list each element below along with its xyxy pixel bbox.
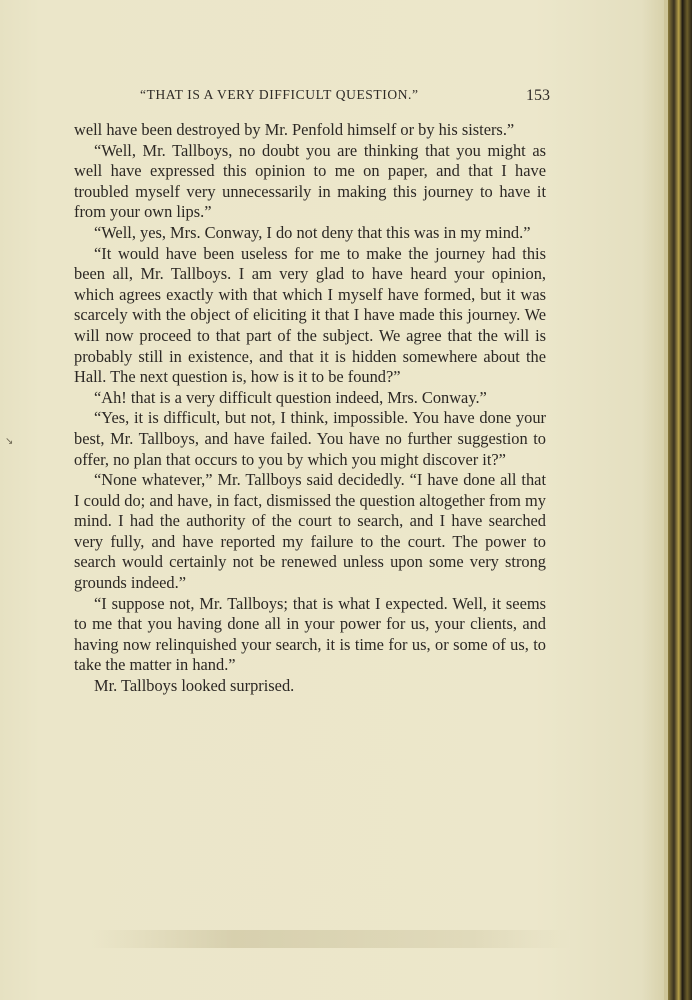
paragraph-9: Mr. Tallboys looked surprised. — [94, 676, 295, 696]
margin-mark: ↘ — [5, 436, 14, 447]
paragraph-6: “Yes, it is difficult, but not, I think, impossible. You have done your best, Mr. Tallboys, and have failed. You have no further suggestion to offer, no plan that occurs to you by which you might discover it?” — [74, 408, 546, 469]
paragraph-8: “I suppose not, Mr. Tallboys; that is what I expected. Well, it seems to me that you having done all in your power for us, your clients, and having now relinquished your search, it is time for us, or some of us, to take the matter in hand.” — [74, 593, 546, 675]
running-header — [140, 87, 550, 105]
page-number: 153 — [526, 87, 550, 104]
paragraph-1: well have been destroyed by Mr. Penfold himself or by his sisters.” — [74, 120, 515, 139]
paragraph-4: “It would have been useless for me to make the journey had this been all, Mr. Tallboys. I am very glad to have heard your opinion, which agrees exactly with that which I myself have formed, but it was scarcely with the object of eliciting it that I have made this journey. We will now proceed to that part of the subject. We agree that the will is probably still in existence, and that it is hidden somewhere about the Hall. The next question is, how is it to be found?” — [74, 243, 546, 387]
paragraph-2: “Well, Mr. Tallboys, no doubt you are thinking that you might as well have expressed this opinion to me on paper, and that I have troubled myself very unnecessarily in making this journey to have it from your own lips.” — [74, 140, 546, 222]
running-title: “THAT IS A VERY DIFFICULT QUESTION.” — [140, 87, 419, 102]
paragraph-7: “None whatever,” Mr. Tallboys said decidedly. “I have done all that I could do; and have, in fact, dismissed the question altogether from my mind. I had the authority of the court to search, and I have searched very fully, and have reported my failure to the court. The power to search would certainly not be renewed unless upon some very strong grounds indeed.” — [74, 470, 546, 593]
paragraph-3: “Well, yes, Mrs. Conway, I do not deny that this was in my mind.” — [94, 222, 531, 242]
book-spine — [668, 0, 692, 1000]
page-shadow — [90, 930, 570, 948]
body-text — [74, 120, 546, 697]
paragraph-5: “Ah! that is a very difficult question indeed, Mrs. Conway.” — [94, 387, 487, 407]
